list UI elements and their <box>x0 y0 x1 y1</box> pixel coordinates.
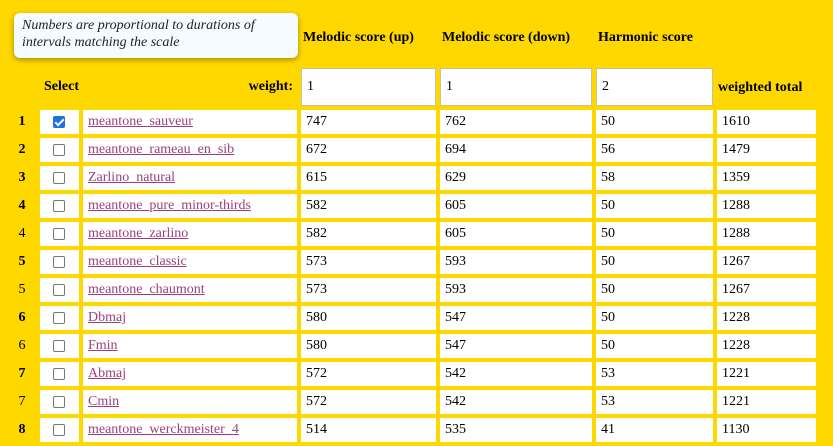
melodic-up-cell: 572 <box>301 390 436 414</box>
scale-name-link[interactable]: meantone_chaumont <box>87 282 205 297</box>
scale-name-link[interactable]: meantone_rameau_en_sib <box>87 142 235 157</box>
weight-down-cell <box>440 68 592 106</box>
melodic-down-cell: 762 <box>440 110 592 134</box>
weighted-total-cell: 1221 <box>717 390 816 414</box>
select-checkbox[interactable] <box>53 200 65 212</box>
scale-name-link[interactable]: meantone_pure_minor-thirds <box>87 198 251 213</box>
select-checkbox[interactable] <box>53 172 65 184</box>
scale-name-cell <box>83 418 297 442</box>
select-cell <box>40 138 79 162</box>
select-cell <box>40 362 79 386</box>
select-cell <box>40 166 79 190</box>
melodic-up-cell: 582 <box>301 194 436 218</box>
harmonic-cell: 50 <box>596 194 713 218</box>
harmonic-cell: 50 <box>596 222 713 246</box>
weighted-total-cell: 1267 <box>717 250 816 274</box>
melodic-up-cell: 747 <box>301 110 436 134</box>
melodic-down-cell: 593 <box>440 250 592 274</box>
scale-score-table <box>4 6 820 446</box>
scale-name-cell <box>83 250 297 274</box>
table-row <box>8 362 816 386</box>
table-row <box>8 138 816 162</box>
select-checkbox[interactable] <box>53 228 65 240</box>
melodic-down-cell: 535 <box>440 418 592 442</box>
select-checkbox[interactable] <box>53 312 65 324</box>
harmonic-cell: 50 <box>596 278 713 302</box>
select-cell <box>40 418 79 442</box>
rank-cell: 5 <box>18 282 26 297</box>
harmonic-cell: 50 <box>596 250 713 274</box>
weighted-total-cell: 1288 <box>717 194 816 218</box>
melodic-down-cell: 547 <box>440 334 592 358</box>
header-row <box>8 10 816 64</box>
select-header: Select <box>44 79 79 94</box>
weighted-total-cell: 1267 <box>717 278 816 302</box>
header-harmonic: Harmonic score <box>597 29 693 45</box>
scale-name-cell <box>83 222 297 246</box>
weighted-total-cell: 1479 <box>717 138 816 162</box>
select-checkbox[interactable] <box>53 396 65 408</box>
melodic-down-cell: 605 <box>440 194 592 218</box>
weighted-total-cell: 1228 <box>717 306 816 330</box>
table-row <box>8 278 816 302</box>
melodic-up-cell: 582 <box>301 222 436 246</box>
rank-cell: 3 <box>18 170 26 185</box>
note-cell <box>8 10 297 64</box>
scale-name-cell <box>83 362 297 386</box>
header-empty <box>717 10 816 64</box>
rank-cell: 8 <box>18 422 26 437</box>
harmonic-cell: 58 <box>596 166 713 190</box>
select-checkbox[interactable] <box>53 340 65 352</box>
melodic-down-cell: 629 <box>440 166 592 190</box>
header-melodic-down: Melodic score (down) <box>441 29 571 45</box>
melodic-up-cell: 615 <box>301 166 436 190</box>
scale-name-link[interactable]: meantone_sauveur <box>87 114 193 129</box>
melodic-up-cell: 514 <box>301 418 436 442</box>
select-cell <box>40 278 79 302</box>
harmonic-cell: 53 <box>596 390 713 414</box>
scale-name-link[interactable]: meantone_werckmeister_4 <box>87 422 239 437</box>
weighted-total-cell: 1288 <box>717 222 816 246</box>
scale-name-link[interactable]: Cmin <box>87 394 120 409</box>
weight-row <box>8 68 816 106</box>
select-cell <box>40 250 79 274</box>
rank-cell: 6 <box>18 310 26 325</box>
select-cell <box>40 390 79 414</box>
weight-up-cell <box>301 68 436 106</box>
melodic-down-cell: 542 <box>440 362 592 386</box>
weight-harmonic-input[interactable] <box>597 77 712 97</box>
scale-name-link[interactable]: Fmin <box>87 338 118 353</box>
rank-cell: 2 <box>18 142 26 157</box>
select-cell <box>40 110 79 134</box>
weight-up-input[interactable] <box>302 77 435 97</box>
scale-name-cell <box>83 166 297 190</box>
scale-name-cell <box>83 194 297 218</box>
weighted-total-cell: 1610 <box>717 110 816 134</box>
harmonic-cell: 50 <box>596 334 713 358</box>
weighted-total-header: weighted total <box>717 79 803 95</box>
weighted-total-cell: 1359 <box>717 166 816 190</box>
melodic-down-cell: 547 <box>440 306 592 330</box>
rank-cell: 6 <box>18 338 26 353</box>
table-row <box>8 194 816 218</box>
rank-cell: 4 <box>18 198 26 213</box>
select-checkbox[interactable] <box>53 116 65 128</box>
table-row <box>8 334 816 358</box>
scale-name-link[interactable]: Zarlino_natural <box>87 170 176 185</box>
scale-name-cell <box>83 390 297 414</box>
select-checkbox[interactable] <box>53 144 65 156</box>
table-row <box>8 390 816 414</box>
select-cell <box>40 334 79 358</box>
harmonic-cell: 50 <box>596 306 713 330</box>
harmonic-cell: 53 <box>596 362 713 386</box>
select-cell <box>40 222 79 246</box>
weight-harmonic-cell <box>596 68 713 106</box>
header-melodic-up: Melodic score (up) <box>302 29 414 45</box>
duration-note: Numbers are proportional to durations of intervals matching the scale <box>14 13 298 58</box>
scale-name-cell <box>83 334 297 358</box>
table-row <box>8 306 816 330</box>
harmonic-cell: 56 <box>596 138 713 162</box>
scale-name-cell <box>83 278 297 302</box>
melodic-up-cell: 572 <box>301 362 436 386</box>
select-checkbox[interactable] <box>53 424 65 436</box>
harmonic-cell: 50 <box>596 110 713 134</box>
table-row <box>8 250 816 274</box>
select-checkbox[interactable] <box>53 256 65 268</box>
melodic-up-cell: 573 <box>301 250 436 274</box>
melodic-down-cell: 593 <box>440 278 592 302</box>
melodic-up-cell: 672 <box>301 138 436 162</box>
melodic-down-cell: 694 <box>440 138 592 162</box>
rank-cell: 1 <box>18 114 26 129</box>
scale-name-link[interactable]: Abmaj <box>87 366 127 381</box>
select-checkbox[interactable] <box>53 284 65 296</box>
scale-name-link[interactable]: meantone_zarlino <box>87 226 189 241</box>
table-row <box>8 110 816 134</box>
scale-name-cell <box>83 110 297 134</box>
weight-down-input[interactable] <box>441 77 591 97</box>
melodic-up-cell: 580 <box>301 306 436 330</box>
weight-row-spacer <box>8 68 36 106</box>
table-row <box>8 222 816 246</box>
rank-cell: 7 <box>18 366 26 381</box>
weight-label: weight: <box>248 79 293 94</box>
select-checkbox[interactable] <box>53 368 65 380</box>
melodic-up-cell: 580 <box>301 334 436 358</box>
scale-name-cell <box>83 306 297 330</box>
melodic-up-cell: 573 <box>301 278 436 302</box>
scale-name-link[interactable]: meantone_classic <box>87 254 187 269</box>
table-row <box>8 166 816 190</box>
rank-cell: 5 <box>18 254 26 269</box>
melodic-down-cell: 542 <box>440 390 592 414</box>
weighted-total-cell: 1130 <box>717 418 816 442</box>
weighted-total-cell: 1221 <box>717 362 816 386</box>
melodic-down-cell: 605 <box>440 222 592 246</box>
select-cell <box>40 194 79 218</box>
scale-name-link[interactable]: Dbmaj <box>87 310 127 325</box>
rank-cell: 4 <box>18 226 26 241</box>
table-row <box>8 418 816 442</box>
rank-cell: 7 <box>18 394 26 409</box>
weighted-total-cell: 1228 <box>717 334 816 358</box>
scale-name-cell <box>83 138 297 162</box>
select-cell <box>40 306 79 330</box>
harmonic-cell: 41 <box>596 418 713 442</box>
